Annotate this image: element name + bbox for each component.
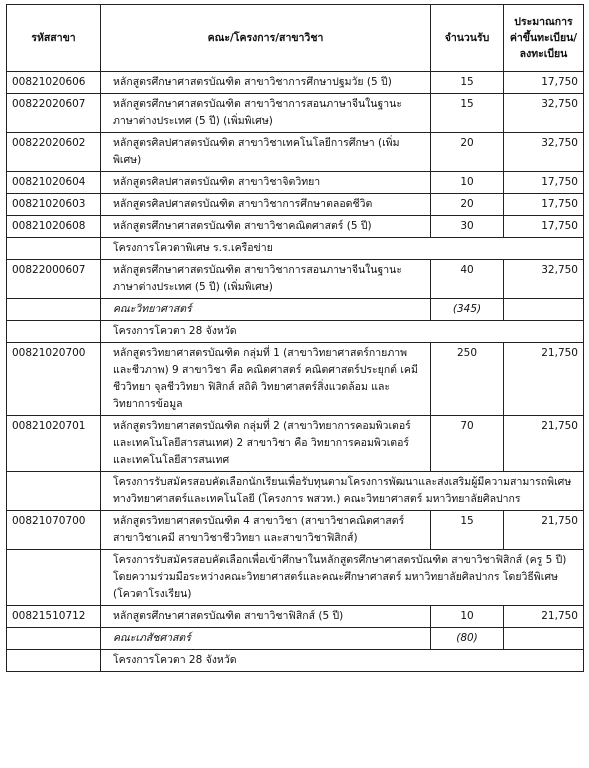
section-label: โครงการโควตา 28 จังหวัด xyxy=(101,321,584,343)
header-code: รหัสสาขา xyxy=(7,5,101,72)
quota-value: 30 xyxy=(431,216,504,238)
program-name: หลักสูตรศึกษาศาสตรบัณฑิต สาขาวิชาการสอนภาษาจีนในฐานะภาษาต่างประเทศ (5 ปี) (เพิ่มพิเศษ) xyxy=(101,260,431,299)
section-label: โครงการโควตา 28 จังหวัด xyxy=(101,650,584,672)
fee-value: 32,750 xyxy=(504,133,584,172)
quota-value: 10 xyxy=(431,172,504,194)
fee-value: 17,750 xyxy=(504,194,584,216)
faculty-name: คณะวิทยาศาสตร์ xyxy=(101,299,431,321)
quota-value: 20 xyxy=(431,133,504,172)
quota-value: 20 xyxy=(431,194,504,216)
faculty-name: คณะเภสัชศาสตร์ xyxy=(101,628,431,650)
fee-value: 32,750 xyxy=(504,260,584,299)
fee-value: 17,750 xyxy=(504,72,584,94)
branch-code: 00821020604 xyxy=(7,172,101,194)
program-name: หลักสูตรวิทยาศาสตรบัณฑิต 4 สาขาวิชา (สาขาวิชาคณิตศาสตร์ สาขาวิชาเคมี สาขาวิชาชีววิทยา และสาขาวิชาฟิสิกส์) xyxy=(101,511,431,550)
program-name: หลักสูตรวิทยาศาสตรบัณฑิต กลุ่มที่ 2 (สาขาวิทยาการคอมพิวเตอร์และเทคโนโลยีสารสนเทศ) 2 สาขาวิชา คือ วิทยาการคอมพิวเตอร์และเทคโนโลยีสารสนเทศ xyxy=(101,416,431,472)
faculty-spacer xyxy=(7,299,101,321)
table-row xyxy=(7,260,584,299)
quota-value: 15 xyxy=(431,72,504,94)
table-row xyxy=(7,416,584,472)
branch-code: 00821070700 xyxy=(7,511,101,550)
table-header-row xyxy=(7,5,584,72)
fee-value: 32,750 xyxy=(504,94,584,133)
section-label: โครงการโควตาพิเศษ ร.ร.เครือข่าย xyxy=(101,238,584,260)
header-program: คณะ/โครงการ/สาขาวิชา xyxy=(101,5,431,72)
branch-code: 00822000607 xyxy=(7,260,101,299)
quota-value: 15 xyxy=(431,94,504,133)
program-name: หลักสูตรศิลปศาสตรบัณฑิต สาขาวิชาการศึกษาตลอดชีวิต xyxy=(101,194,431,216)
section-spacer xyxy=(7,238,101,260)
branch-code: 00821020603 xyxy=(7,194,101,216)
section-label: โครงการรับสมัครสอบคัดเลือกนักเรียนเพื่อรับทุนตามโครงการพัฒนาและส่งเสริมผู้มีความสามารถพิเศษทางวิทยาศาสตร์และเทคโนโลยี (โครงการ พสวท.) คณะวิทยาศาสตร์ มหาวิทยาลัยศิลปากร xyxy=(101,472,584,511)
header-fee: ประมาณการค่าขึ้นทะเบียน/ลงทะเบียน xyxy=(504,5,584,72)
document-page xyxy=(6,4,583,672)
program-name: หลักสูตรวิทยาศาสตรบัณฑิต กลุ่มที่ 1 (สาขาวิทยาศาสตร์กายภาพและชีวภาพ) 9 สาขาวิชา คือ คณิตศาสตร์ คณิตศาสตร์ประยุกต์ เคมี ชีววิทยา จุลชีววิทยา ฟิสิกส์ สถิติ วิทยาศาสตร์สิ่งแวดล้อม และวิทยาการข้อมูล xyxy=(101,343,431,416)
table-row xyxy=(7,133,584,172)
program-name: หลักสูตรศึกษาศาสตรบัณฑิต สาขาวิชาฟิสิกส์ (5 ปี) xyxy=(101,606,431,628)
section-row xyxy=(7,472,584,511)
faculty-total: (80) xyxy=(431,628,504,650)
branch-code: 00821020606 xyxy=(7,72,101,94)
section-row xyxy=(7,238,584,260)
table-row xyxy=(7,172,584,194)
quota-value: 40 xyxy=(431,260,504,299)
program-name: หลักสูตรศึกษาศาสตรบัณฑิต สาขาวิชาการศึกษาปฐมวัย (5 ปี) xyxy=(101,72,431,94)
table-body xyxy=(7,72,584,672)
header-quota: จำนวนรับ xyxy=(431,5,504,72)
table-row xyxy=(7,194,584,216)
section-spacer xyxy=(7,650,101,672)
section-label: โครงการรับสมัครสอบคัดเลือกเพื่อเข้าศึกษาในหลักสูตรศึกษาศาสตรบัณฑิต สาขาวิชาฟิสิกส์ (ครู 5 ปี) โดยความร่วมมือระหว่างคณะวิทยาศาสตร์และคณะศึกษาศาสตร์ มหาวิทยาลัยศิลปากร โดยวิธีพิเศษ (โควตาโรงเรียน) xyxy=(101,550,584,606)
program-name: หลักสูตรศึกษาศาสตรบัณฑิต สาขาวิชาการสอนภาษาจีนในฐานะภาษาต่างประเทศ (5 ปี) (เพิ่มพิเศษ) xyxy=(101,94,431,133)
section-spacer xyxy=(7,472,101,511)
quota-value: 250 xyxy=(431,343,504,416)
program-name: หลักสูตรศิลปศาสตรบัณฑิต สาขาวิชาจิตวิทยา xyxy=(101,172,431,194)
fee-value: 21,750 xyxy=(504,606,584,628)
section-spacer xyxy=(7,321,101,343)
program-name: หลักสูตรศิลปศาสตรบัณฑิต สาขาวิชาเทคโนโลยีการศึกษา (เพิ่มพิเศษ) xyxy=(101,133,431,172)
table-row xyxy=(7,216,584,238)
faculty-fee-spacer xyxy=(504,628,584,650)
quota-value: 15 xyxy=(431,511,504,550)
fee-value: 21,750 xyxy=(504,416,584,472)
branch-code: 00822020602 xyxy=(7,133,101,172)
fee-value: 17,750 xyxy=(504,216,584,238)
section-row xyxy=(7,321,584,343)
table-row xyxy=(7,511,584,550)
section-row xyxy=(7,650,584,672)
faculty-row xyxy=(7,628,584,650)
fee-value: 21,750 xyxy=(504,511,584,550)
faculty-row xyxy=(7,299,584,321)
section-spacer xyxy=(7,550,101,606)
section-row xyxy=(7,550,584,606)
branch-code: 00821020700 xyxy=(7,343,101,416)
branch-code: 00821510712 xyxy=(7,606,101,628)
quota-value: 10 xyxy=(431,606,504,628)
quota-value: 70 xyxy=(431,416,504,472)
fee-value: 21,750 xyxy=(504,343,584,416)
table-row xyxy=(7,606,584,628)
table-row xyxy=(7,343,584,416)
fee-value: 17,750 xyxy=(504,172,584,194)
table-row xyxy=(7,94,584,133)
branch-code: 00821020701 xyxy=(7,416,101,472)
branch-code: 00822020607 xyxy=(7,94,101,133)
table-row xyxy=(7,72,584,94)
branch-code: 00821020608 xyxy=(7,216,101,238)
faculty-fee-spacer xyxy=(504,299,584,321)
program-name: หลักสูตรศึกษาศาสตรบัณฑิต สาขาวิชาคณิตศาสตร์ (5 ปี) xyxy=(101,216,431,238)
admission-table xyxy=(6,4,584,672)
faculty-total: (345) xyxy=(431,299,504,321)
faculty-spacer xyxy=(7,628,101,650)
